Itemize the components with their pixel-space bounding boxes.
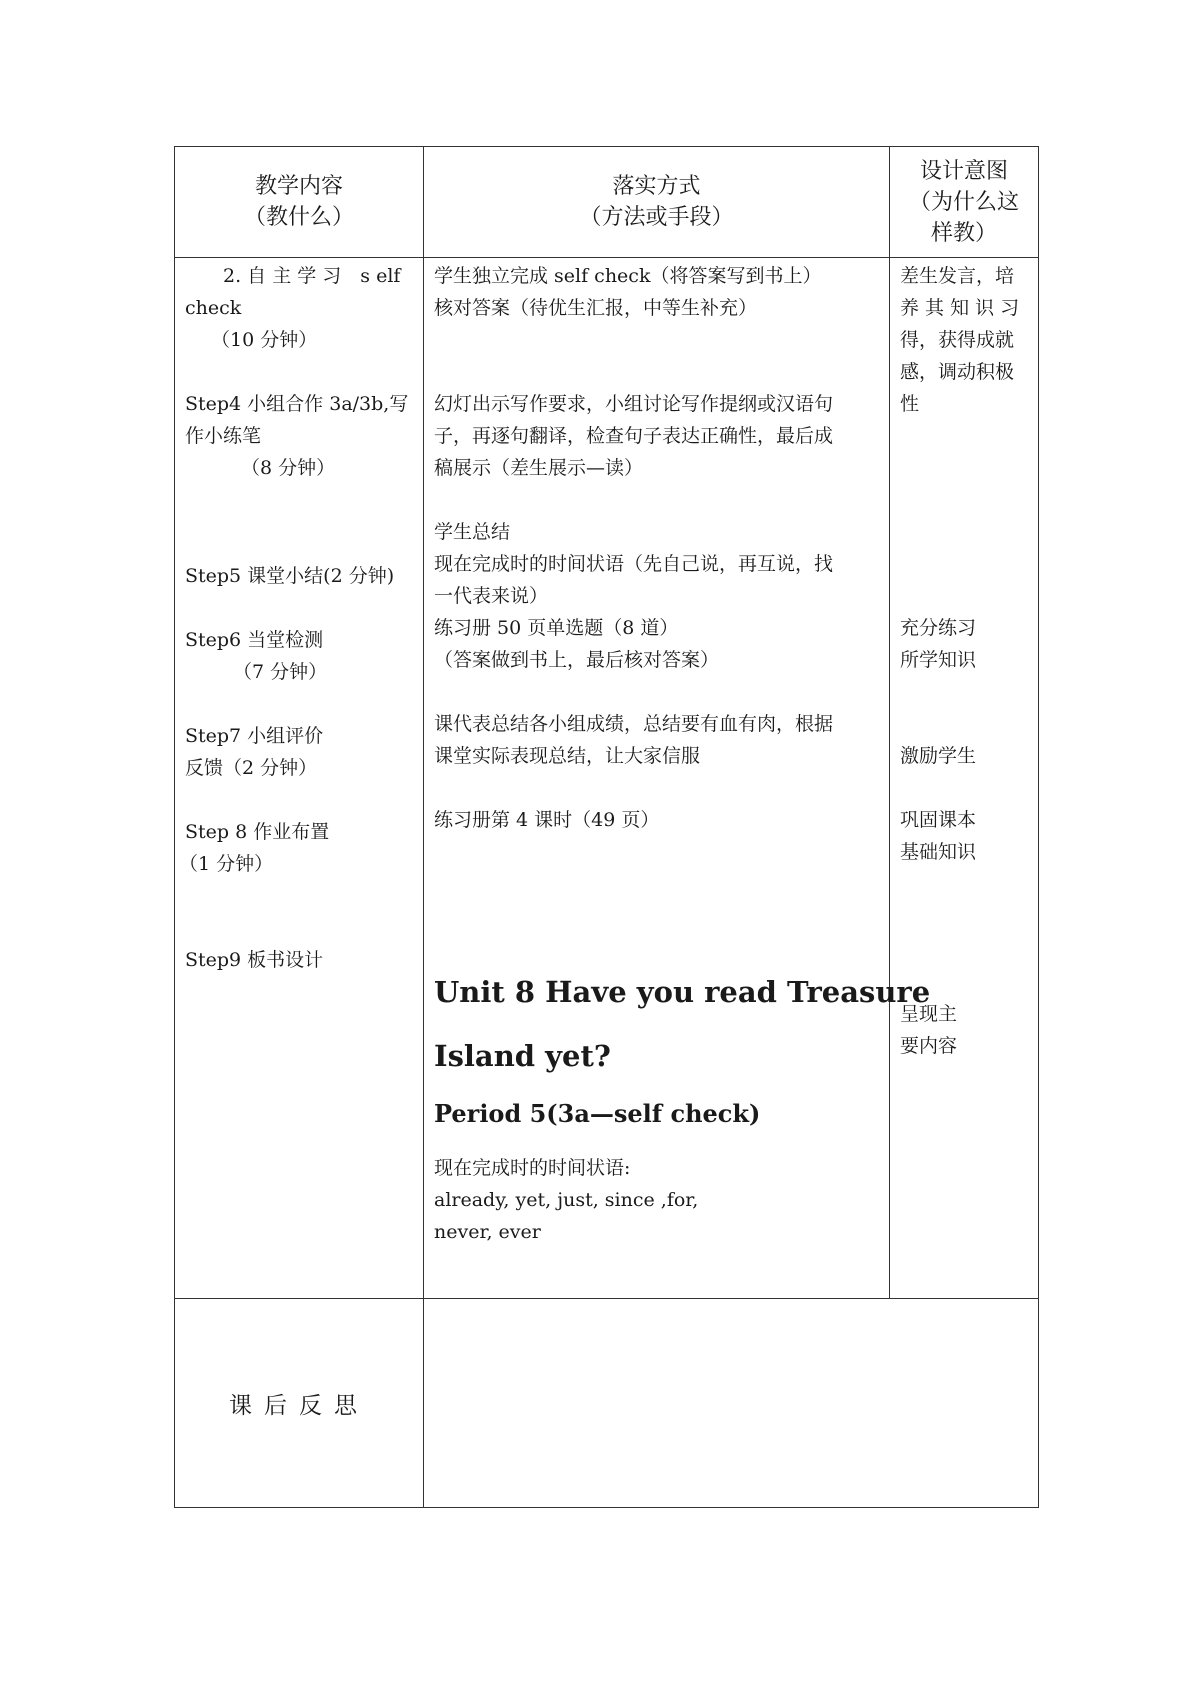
- method4-line3: 稿展示（差生展示—读）: [434, 457, 644, 479]
- intent2-line2: 养 其 知 识 习: [900, 297, 1020, 319]
- method4-line1: 幻灯出示写作要求，小组讨论写作提纲或汉语句: [434, 393, 834, 415]
- content-row: [175, 258, 1039, 1299]
- step9: Step9 板书设计: [185, 949, 324, 971]
- intent7: 激励学生: [900, 745, 977, 767]
- method6-line2: （答案做到书上，最后核对答案）: [434, 649, 720, 671]
- reflection-label-cell: [175, 1299, 424, 1508]
- method4-line2: 子，再逐句翻译，检查句子表达正确性，最后成: [434, 425, 834, 447]
- method7-line2: 课堂实际表现总结，让大家信服: [434, 745, 701, 767]
- intent9-line2: 要内容: [900, 1035, 958, 1057]
- step2-line1: 2. 自 主 学 习 s elf: [223, 265, 401, 287]
- intent8-line1: 巩固课本: [900, 809, 977, 831]
- board-title-line2: Island yet?: [434, 1039, 611, 1073]
- step6-time: （7 分钟）: [233, 661, 328, 683]
- method5-line3: 一代表来说）: [434, 585, 549, 607]
- step7-line1: Step7 小组评价: [185, 725, 324, 747]
- method2-line1: 学生独立完成 self check（将答案写到书上）: [434, 265, 822, 287]
- method2-line2: 核对答案（待优生汇报，中等生补充）: [434, 297, 758, 319]
- method5-line1: 学生总结: [434, 521, 511, 543]
- lesson-plan-table: [174, 146, 1039, 1508]
- header-row: [175, 147, 1039, 258]
- board-note-3: never, ever: [434, 1221, 541, 1243]
- intent2-line3: 得，获得成就: [900, 329, 1015, 351]
- reflection-label: 课后反思: [229, 1392, 369, 1419]
- method5-line2: 现在完成时的时间状语（先自己说，再互说，找: [434, 553, 834, 575]
- board-period: Period 5(3a—self check): [434, 1099, 761, 1128]
- steps-cell: [175, 258, 424, 1299]
- step2-line2: check: [185, 297, 242, 319]
- step4-line1: Step4 小组合作 3a/3b,写: [185, 393, 409, 415]
- intents-cell: [890, 258, 1039, 1299]
- step7-line2: 反馈（2 分钟）: [185, 757, 318, 779]
- intent2-line4: 感，调动积极: [900, 361, 1015, 383]
- step4-line2: 作小练笔: [185, 425, 262, 447]
- board-title-line1: Unit 8 Have you read Treasure: [434, 975, 931, 1009]
- intent6-line1: 充分练习: [900, 617, 977, 639]
- method7-line1: 课代表总结各小组成绩，总结要有血有肉，根据: [434, 713, 834, 735]
- step8-time: （1 分钟）: [179, 853, 274, 875]
- method6-line1: 练习册 50 页单选题（8 道）: [434, 617, 679, 639]
- step2-time: （10 分钟）: [211, 329, 318, 351]
- header-design-intent: 设计意图 （为什么这 样教）: [890, 147, 1039, 258]
- board-note-2: already, yet, just, since ,for,: [434, 1189, 699, 1211]
- reflection-content-cell: [424, 1299, 1039, 1508]
- method8: 练习册第 4 课时（49 页）: [434, 809, 660, 831]
- intent9-line1: 呈现主: [900, 1003, 958, 1025]
- intent2-line1: 差生发言，培: [900, 265, 1015, 287]
- reflection-row: [175, 1299, 1039, 1508]
- header-teaching-content: 教学内容 （教什么）: [175, 147, 424, 258]
- step6-line1: Step6 当堂检测: [185, 629, 324, 651]
- intent8-line2: 基础知识: [900, 841, 977, 863]
- header-implementation: 落实方式 （方法或手段）: [424, 147, 890, 258]
- step8-line1: Step 8 作业布置: [185, 821, 330, 843]
- intent6-line2: 所学知识: [900, 649, 977, 671]
- board-note-1: 现在完成时的时间状语:: [434, 1157, 631, 1179]
- step4-time: （8 分钟）: [241, 457, 336, 479]
- step5: Step5 课堂小结(2 分钟): [185, 565, 395, 587]
- intent2-line5: 性: [900, 393, 920, 415]
